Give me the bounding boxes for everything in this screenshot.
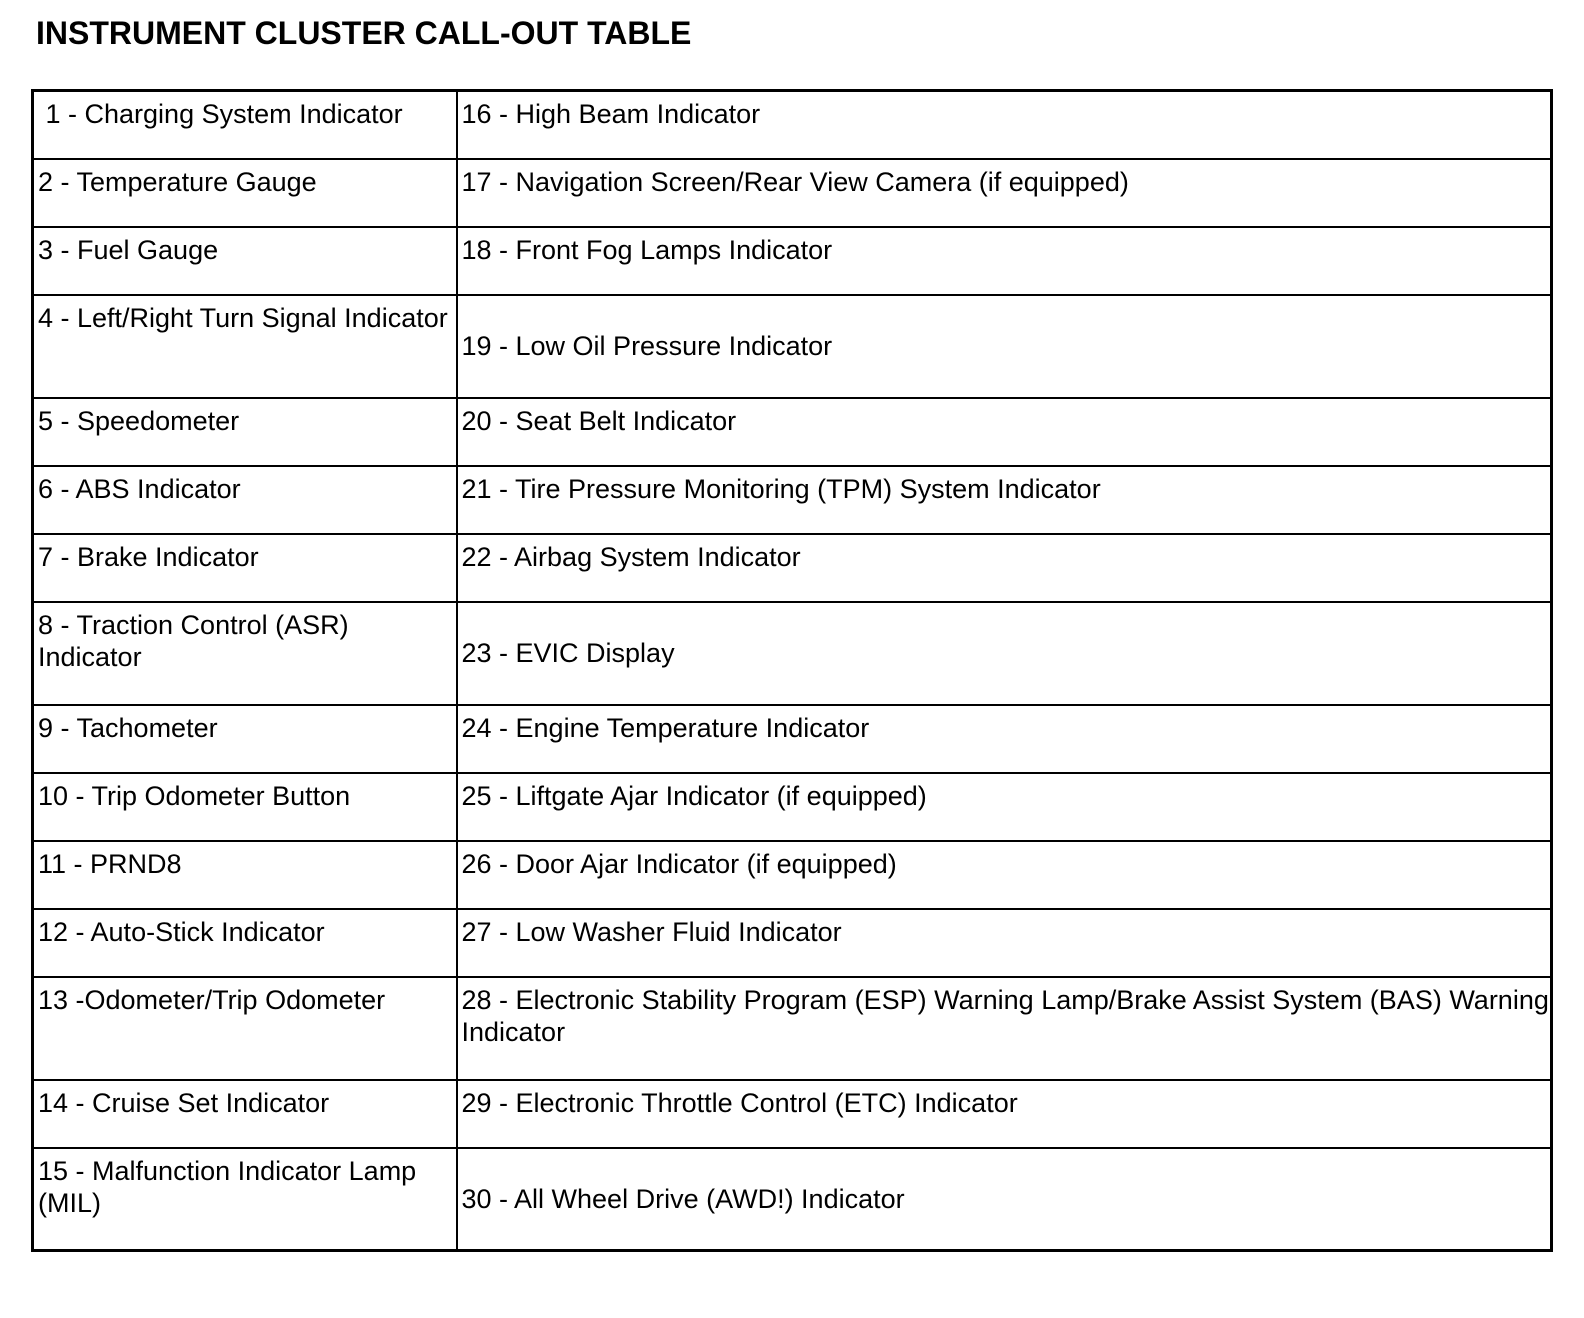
table-cell-left: 5 - Speedometer [33,398,457,466]
table-cell-left: 8 - Traction Control (ASR) Indicator [33,602,457,705]
table-cell-right: 26 - Door Ajar Indicator (if equipped) [457,841,1552,909]
table-cell-right: 19 - Low Oil Pressure Indicator [457,295,1552,398]
table-cell-left: 15 - Malfunction Indicator Lamp (MIL) [33,1148,457,1251]
page-title: INSTRUMENT CLUSTER CALL-OUT TABLE [36,15,692,51]
callout-table [31,89,1553,1252]
table-row [33,466,1552,534]
table-row [33,977,1552,1080]
table-row [33,534,1552,602]
table-cell-left: 11 - PRND8 [33,841,457,909]
table-cell-right: 16 - High Beam Indicator [457,91,1552,159]
table-cell-right: 17 - Navigation Screen/Rear View Camera (if equipped) [457,159,1552,227]
table-cell-left: 4 - Left/Right Turn Signal Indicator [33,295,457,398]
table-cell-right: 21 - Tire Pressure Monitoring (TPM) System Indicator [457,466,1552,534]
table-cell-right: 28 - Electronic Stability Program (ESP) Warning Lamp/Brake Assist System (BAS) Warning Indicator [457,977,1552,1080]
table-cell-right: 18 - Front Fog Lamps Indicator [457,227,1552,295]
table-row [33,91,1552,159]
table-cell-left: 7 - Brake Indicator [33,534,457,602]
table-cell-left: 12 - Auto-Stick Indicator [33,909,457,977]
table-cell-left: 2 - Temperature Gauge [33,159,457,227]
table-cell-left: 9 - Tachometer [33,705,457,773]
table-cell-left: 13 -Odometer/Trip Odometer [33,977,457,1080]
table-row [33,841,1552,909]
table-row [33,705,1552,773]
table-cell-right: 23 - EVIC Display [457,602,1552,705]
table-cell-right: 24 - Engine Temperature Indicator [457,705,1552,773]
table-cell-right: 30 - All Wheel Drive (AWD!) Indicator [457,1148,1552,1251]
table-row [33,398,1552,466]
table-cell-right: 22 - Airbag System Indicator [457,534,1552,602]
table-cell-right: 25 - Liftgate Ajar Indicator (if equipped) [457,773,1552,841]
table-row [33,227,1552,295]
table-row [33,295,1552,398]
table-row [33,602,1552,705]
table-cell-left: 10 - Trip Odometer Button [33,773,457,841]
table-cell-right: 27 - Low Washer Fluid Indicator [457,909,1552,977]
table-row [33,1080,1552,1148]
table-cell-left: 3 - Fuel Gauge [33,227,457,295]
table-cell-right: 29 - Electronic Throttle Control (ETC) Indicator [457,1080,1552,1148]
table-row [33,773,1552,841]
table-cell-left: 6 - ABS Indicator [33,466,457,534]
table-row [33,909,1552,977]
table-row [33,1148,1552,1251]
table-cell-right: 20 - Seat Belt Indicator [457,398,1552,466]
table-cell-left: 1 - Charging System Indicator [33,91,457,159]
table-row [33,159,1552,227]
table-cell-left: 14 - Cruise Set Indicator [33,1080,457,1148]
